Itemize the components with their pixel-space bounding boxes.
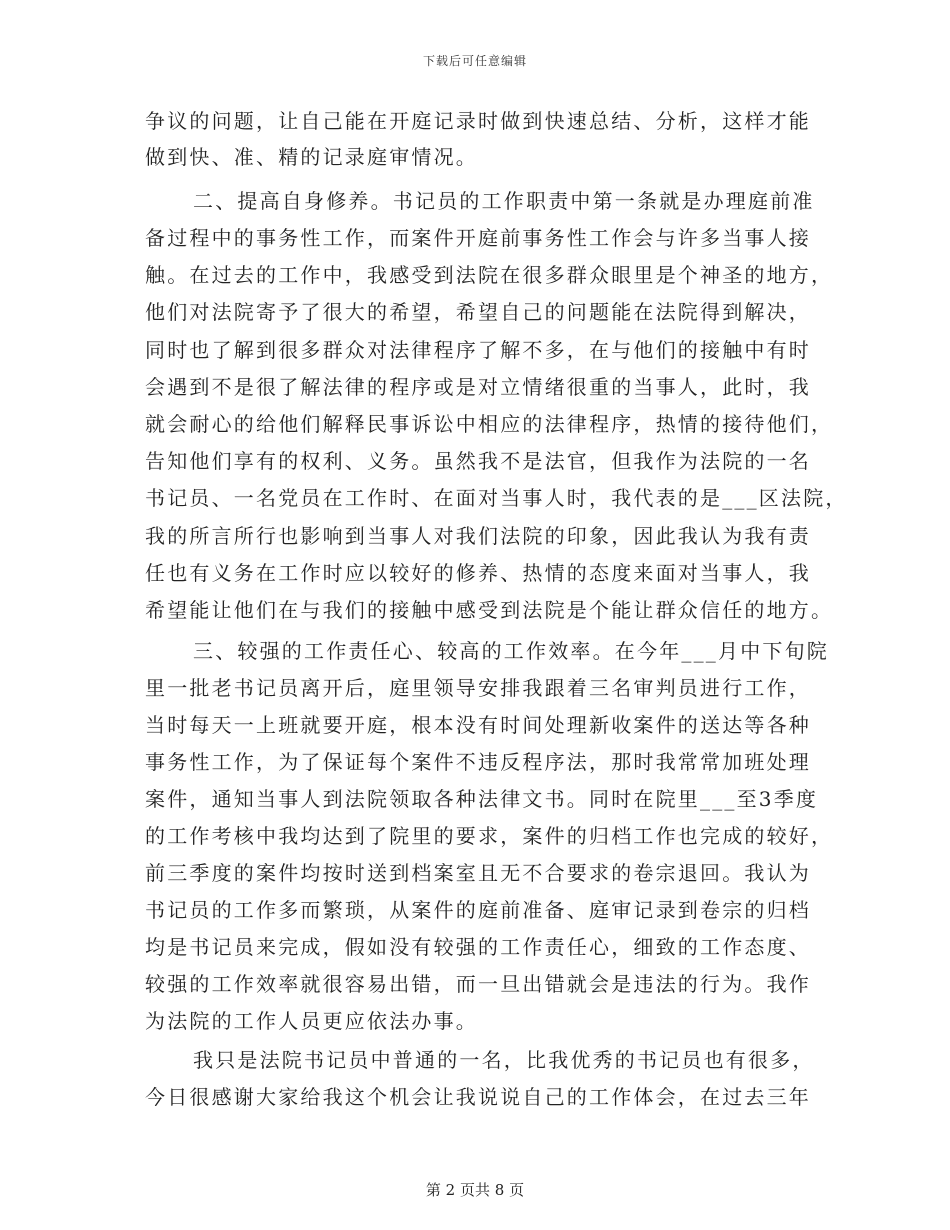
text-line: 争议的问题，让自己能在开庭记录时做到快速总结、分析，这样才能 [145, 109, 811, 133]
paragraph-heading-line: 二、提高自身修养。书记员的工作职责中第一条就是办理庭前准 [193, 189, 815, 213]
text-line: 希望能让他们在与我们的接触中感受到法院是个能让群众信任的地方。 [145, 598, 834, 622]
page-footer: 第 2 页共 8 页 [425, 1181, 525, 1199]
text-line: 今日很感谢大家给我这个机会让我说说自己的工作体会，在过去三年 [145, 1085, 811, 1109]
text-line: 就会耐心的给他们解释民事诉讼中相应的法律程序，热情的接待他们， [145, 412, 834, 436]
text-line: 里一批老书记员离开后，庭里领导安排我跟着三名审判员进行工作， [145, 676, 811, 700]
text-line: 当时每天一上班就要开庭，根本没有时间处理新收案件的送达等各种 [145, 713, 811, 737]
text-line: 他们对法院寄予了很大的希望，希望自己的问题能在法院得到解决， [145, 300, 811, 324]
text-line: 为法院的工作人员更应依法办事。 [145, 1009, 478, 1033]
text-line: 书记员、一名党员在工作时、在面对当事人时，我代表的是___区法院， [145, 486, 848, 510]
paragraph-heading-line: 三、较强的工作责任心、较高的工作效率。在今年___月中下旬院 [193, 639, 829, 663]
text-line: 前三季度的案件均按时送到档案室且无不合要求的卷宗退回。我认为 [145, 861, 811, 885]
text-line: 均是书记员来完成，假如没有较强的工作责任心，细致的工作态度、 [145, 935, 811, 959]
text-line: 较强的工作效率就很容易出错，而一旦出错就会是违法的行为。我作 [145, 972, 811, 996]
text-line: 备过程中的事务性工作，而案件开庭前事务性工作会与许多当事人接 [145, 226, 811, 250]
page-header: 下载后可任意编辑 [422, 54, 527, 68]
text-line: 触。在过去的工作中，我感受到法院在很多群众眼里是个神圣的地方， [145, 263, 834, 287]
text-line: 案件，通知当事人到法院领取各种法律文书。同时在院里___至3季度 [145, 787, 819, 811]
text-line: 会遇到不是很了解法律的程序或是对立情绪很重的当事人，此时，我 [145, 375, 811, 399]
paragraph-start-line: 我只是法院书记员中普通的一名，比我优秀的书记员也有很多， [193, 1048, 815, 1072]
text-line: 书记员的工作多而繁琐，从案件的庭前准备、庭审记录到卷宗的归档 [145, 898, 811, 922]
text-line: 事务性工作，为了保证每个案件不违反程序法，那时我常常加班处理 [145, 750, 811, 774]
text-line: 同时也了解到很多群众对法律程序了解不多，在与他们的接触中有时 [145, 338, 811, 362]
text-line: 我的所言所行也影响到当事人对我们法院的印象，因此我认为我有责 [145, 524, 811, 548]
text-line: 做到快、准、精的记录庭审情况。 [145, 145, 478, 169]
text-line: 的工作考核中我均达到了院里的要求，案件的归档工作也完成的较好， [145, 824, 834, 848]
text-line: 告知他们享有的权利、义务。虽然我不是法官，但我作为法院的一名 [145, 449, 811, 473]
text-line: 任也有义务在工作时应以较好的修养、热情的态度来面对当事人，我 [145, 561, 811, 585]
